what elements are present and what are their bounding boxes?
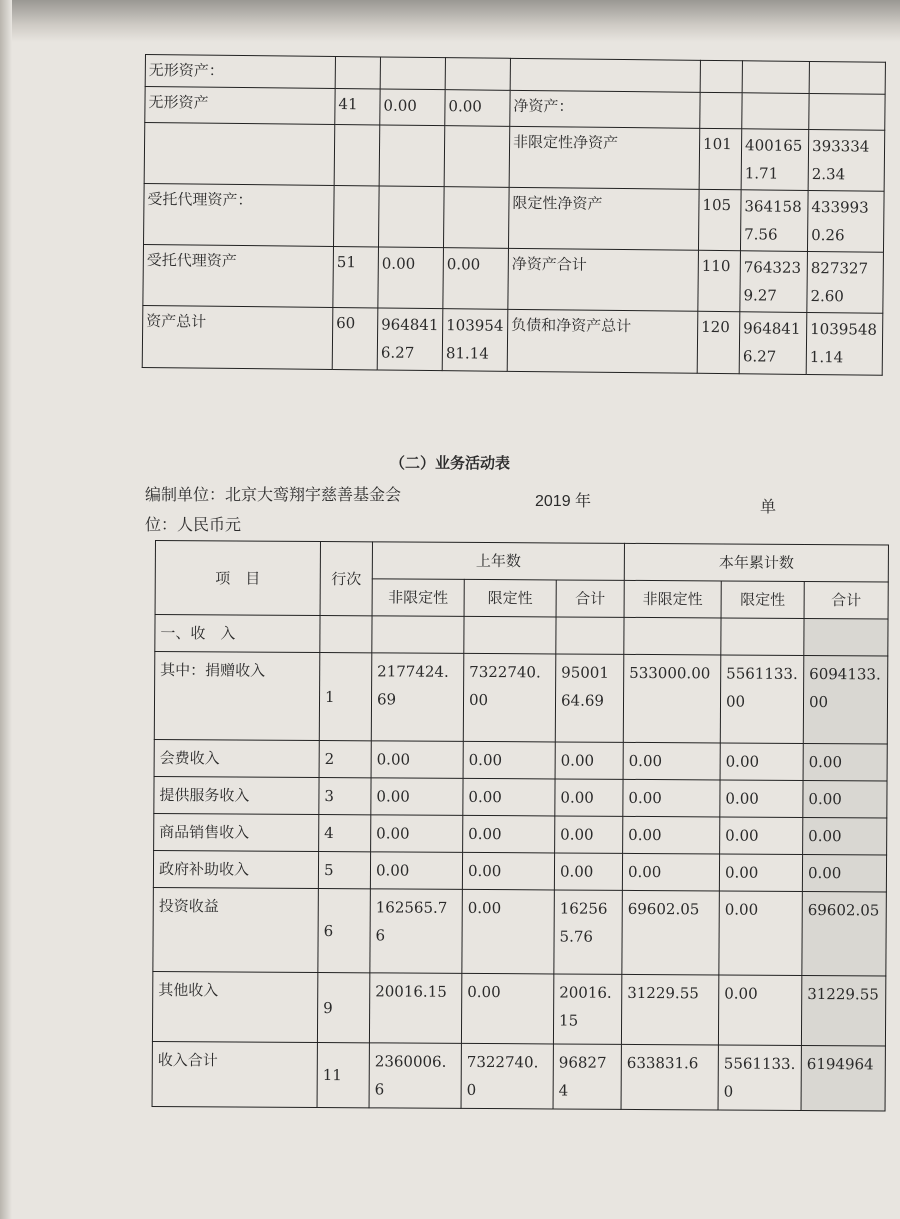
activity-cell-prev-res: 0.00 xyxy=(463,778,555,816)
balance-cell-right-begin: 4001651.71 xyxy=(741,129,809,191)
balance-cell-left-end xyxy=(445,58,510,91)
activity-cell-line: 9 xyxy=(317,973,369,1043)
balance-cell-right-item: 净资产： xyxy=(510,90,700,128)
header-cur-restricted: 限定性 xyxy=(721,581,804,619)
activity-cell-prev-total: 20016.15 xyxy=(553,974,621,1044)
header-prev-year: 上年数 xyxy=(372,542,624,581)
balance-cell-right-item: 限定性净资产 xyxy=(508,187,699,250)
header-cur-unrestricted: 非限定性 xyxy=(624,580,721,618)
activity-cell-prev-unres: 0.00 xyxy=(370,852,462,890)
activity-cell-prev-res: 0.00 xyxy=(463,741,555,779)
preparer-org: 编制单位：北京大鸾翔宇慈善基金会 xyxy=(145,485,402,504)
activity-cell-line: 4 xyxy=(319,815,371,852)
activity-cell-prev-unres: 2177424.69 xyxy=(371,653,464,742)
activity-cell-cur-res: 0.00 xyxy=(718,975,801,1046)
activity-cell-cur-res: 5561133.00 xyxy=(720,655,804,744)
activity-cell-prev-res: 7322740.0 xyxy=(461,1043,553,1109)
balance-cell-left-line xyxy=(334,124,380,185)
activity-cell-prev-res: 0.00 xyxy=(461,973,553,1044)
balance-cell-right-item: 净资产合计 xyxy=(508,248,699,311)
balance-cell-left-line: 60 xyxy=(332,307,378,369)
activity-cell-line: 5 xyxy=(318,852,370,889)
activity-cell-prev-total: 0.00 xyxy=(555,816,623,853)
balance-cell-right-begin: 7643239.27 xyxy=(740,251,808,313)
activity-cell-prev-total: 0.00 xyxy=(554,853,622,890)
balance-cell-left-begin: 0.00 xyxy=(380,89,445,126)
activity-cell-cur-total: 0.00 xyxy=(803,743,887,781)
activity-cell-cur-total: 69602.05 xyxy=(802,891,887,976)
balance-row xyxy=(144,123,885,192)
balance-row xyxy=(144,183,885,252)
currency-unit-part2: 位：人民币元 xyxy=(145,515,242,534)
activity-cell-line: 2 xyxy=(319,741,371,778)
activity-cell-prev-res: 0.00 xyxy=(462,852,554,890)
balance-cell-right-end: 10395481.14 xyxy=(806,312,883,375)
activity-cell-prev-unres: 20016.15 xyxy=(369,973,461,1044)
activity-cell-cur-unres: 31229.55 xyxy=(621,974,718,1045)
balance-cell-left-item: 资产总计 xyxy=(142,305,333,369)
balance-cell-left-line: 41 xyxy=(335,88,380,124)
activity-cell-prev-total: 162565.76 xyxy=(554,890,623,974)
activity-cell-prev-unres: 0.00 xyxy=(371,815,463,853)
activity-row xyxy=(153,887,886,975)
activity-cell-cur-unres: 0.00 xyxy=(622,853,719,891)
activity-cell-cur-res: 0.00 xyxy=(720,743,803,781)
balance-cell-right-item: 负债和净资产总计 xyxy=(507,309,698,373)
activity-cell-cur-unres: 533000.00 xyxy=(623,654,721,743)
activity-cell-cur-total: 0.00 xyxy=(802,854,886,892)
balance-cell-right-end: 8273272.60 xyxy=(807,251,884,313)
balance-cell-left-item: 无形资产： xyxy=(145,55,335,89)
activity-cell-line: 6 xyxy=(318,889,371,973)
balance-sheet-table xyxy=(142,54,886,376)
activity-row xyxy=(153,850,886,891)
balance-cell-right-end xyxy=(809,61,885,94)
activity-cell-cur-unres: 69602.05 xyxy=(622,890,720,975)
balance-cell-left-begin xyxy=(379,125,445,187)
activity-cell-cur-total: 31229.55 xyxy=(801,975,885,1046)
balance-cell-left-begin: 9648416.27 xyxy=(377,308,443,371)
page-fold-shadow xyxy=(0,0,900,42)
balance-cell-left-line xyxy=(335,56,380,88)
activity-cell-prev-total: 0.00 xyxy=(555,779,623,816)
header-prev-total: 合计 xyxy=(556,580,624,617)
balance-cell-right-end xyxy=(809,93,885,130)
balance-cell-right-line xyxy=(700,60,742,92)
balance-cell-right-begin xyxy=(742,93,809,130)
activity-cell-prev-res: 7322740.00 xyxy=(463,653,556,742)
business-activity-table xyxy=(152,540,889,1111)
balance-cell-left-end: 0.00 xyxy=(445,90,510,127)
balance-cell-left-end: 10395481.14 xyxy=(442,309,508,372)
activity-cell-line: 1 xyxy=(319,653,372,741)
activity-cell-item: 其中：捐赠收入 xyxy=(154,652,320,741)
balance-cell-left-begin xyxy=(380,57,445,90)
balance-cell-left-item: 受托代理资产： xyxy=(144,183,335,246)
header-cur-total: 合计 xyxy=(804,581,888,619)
balance-cell-left-item xyxy=(144,123,335,186)
activity-row xyxy=(154,776,887,817)
balance-cell-left-item: 受托代理资产 xyxy=(143,244,334,307)
activity-row xyxy=(152,1041,885,1110)
activity-row xyxy=(154,739,887,780)
activity-cell-line: 11 xyxy=(317,1043,369,1108)
balance-cell-left-begin xyxy=(378,186,444,248)
header-line: 行次 xyxy=(320,542,372,616)
activity-cell-item: 会费收入 xyxy=(154,739,319,777)
balance-row xyxy=(142,305,883,375)
activity-cell-cur-total: 6194964 xyxy=(801,1045,885,1111)
balance-cell-right-item: 非限定性净资产 xyxy=(509,126,700,189)
section-income-label: 一、收 入 xyxy=(155,615,320,653)
balance-cell-right-line xyxy=(700,92,742,128)
activity-cell-item: 提供服务收入 xyxy=(154,776,319,814)
activity-cell-prev-res: 0.00 xyxy=(462,889,555,974)
activity-cell-cur-total: 6094133.00 xyxy=(803,655,888,744)
activity-cell-cur-res: 0.00 xyxy=(720,817,803,855)
page-left-edge xyxy=(0,0,12,1219)
balance-cell-left-line xyxy=(333,185,379,246)
balance-cell-left-begin: 0.00 xyxy=(378,247,444,309)
balance-cell-right-end: 4339930.26 xyxy=(807,190,884,252)
balance-cell-left-end xyxy=(444,126,510,188)
header-item: 项 目 xyxy=(155,541,320,616)
activity-cell-cur-res: 5561133.0 xyxy=(718,1045,801,1111)
activity-cell-item: 收入合计 xyxy=(152,1041,317,1107)
activity-cell-prev-unres: 2360006.6 xyxy=(369,1043,461,1109)
balance-cell-right-line: 105 xyxy=(698,189,741,250)
activity-cell-item: 政府补助收入 xyxy=(153,850,318,888)
balance-cell-left-line: 51 xyxy=(333,246,379,307)
activity-cell-cur-unres: 0.00 xyxy=(623,779,720,817)
activity-cell-prev-res: 0.00 xyxy=(463,815,555,853)
activity-cell-cur-total: 0.00 xyxy=(803,817,887,855)
header-prev-unrestricted: 非限定性 xyxy=(372,579,464,617)
balance-cell-right-begin: 3641587.56 xyxy=(740,190,808,252)
balance-cell-left-item: 无形资产 xyxy=(145,87,335,125)
activity-cell-cur-total: 0.00 xyxy=(803,780,887,818)
activity-cell-prev-unres: 0.00 xyxy=(371,741,463,779)
balance-cell-right-line: 101 xyxy=(699,128,742,189)
header-row-1 xyxy=(155,541,888,582)
header-prev-restricted: 限定性 xyxy=(464,579,556,617)
activity-cell-item: 投资收益 xyxy=(153,887,319,972)
activity-cell-prev-total: 968274 xyxy=(553,1044,621,1109)
balance-cell-right-line: 110 xyxy=(698,250,741,311)
activity-cell-cur-res: 0.00 xyxy=(719,891,803,976)
activity-table-title: （二）业务活动表 xyxy=(389,454,510,472)
balance-cell-left-end xyxy=(443,187,509,249)
activity-cell-cur-unres: 0.00 xyxy=(623,816,720,854)
activity-cell-prev-unres: 0.00 xyxy=(371,778,463,816)
activity-row xyxy=(152,971,885,1045)
balance-row xyxy=(143,244,884,313)
activity-cell-cur-res: 0.00 xyxy=(719,854,802,892)
balance-cell-right-begin: 9648416.27 xyxy=(739,312,807,375)
activity-cell-prev-total: 9500164.69 xyxy=(555,654,624,742)
currency-unit-part1: 单 xyxy=(760,497,777,516)
header-curr-year: 本年累计数 xyxy=(624,543,888,582)
report-year: 2019 年 xyxy=(535,493,592,510)
activity-cell-prev-total: 0.00 xyxy=(555,742,623,779)
activity-cell-prev-unres: 162565.76 xyxy=(370,889,463,974)
balance-cell-right-item xyxy=(510,58,700,92)
activity-cell-cur-res: 0.00 xyxy=(720,780,803,818)
balance-cell-right-end: 3933342.34 xyxy=(808,129,885,191)
activity-cell-cur-unres: 633831.6 xyxy=(621,1044,718,1110)
balance-cell-right-line: 120 xyxy=(697,311,740,373)
activity-cell-line: 3 xyxy=(319,778,371,815)
activity-cell-cur-unres: 0.00 xyxy=(623,742,720,780)
section-income-row xyxy=(155,615,888,656)
balance-cell-right-begin xyxy=(742,61,809,94)
balance-cell-left-end: 0.00 xyxy=(443,248,509,310)
activity-row xyxy=(154,652,888,744)
activity-row xyxy=(154,813,887,854)
activity-cell-item: 其他收入 xyxy=(152,971,317,1042)
activity-cell-item: 商品销售收入 xyxy=(154,813,319,851)
